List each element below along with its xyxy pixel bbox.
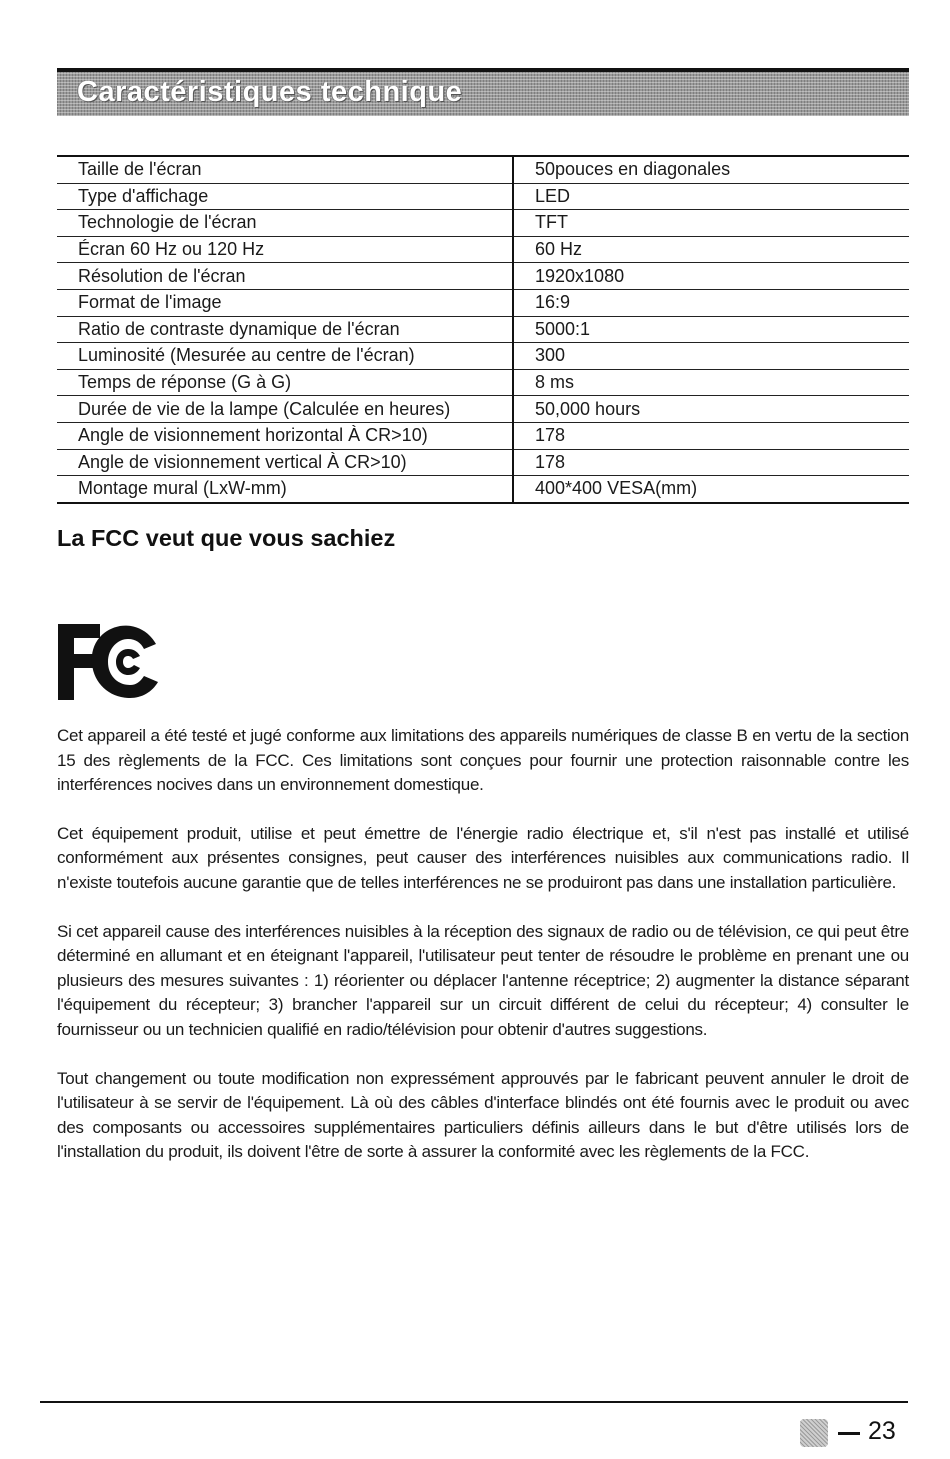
table-row <box>57 396 909 423</box>
spec-value: 50,000 hours <box>513 396 909 423</box>
spec-value: 400*400 VESA(mm) <box>535 478 698 499</box>
page-number: 23 <box>868 1417 896 1445</box>
spec-label: Angle de visionnement vertical À CR>10) <box>57 449 513 476</box>
fcc-logo-icon <box>58 622 162 702</box>
spec-label: Type d'affichage <box>57 183 513 210</box>
footer-divider <box>40 1401 908 1403</box>
fcc-paragraph: Cet appareil a été testé et jugé conforme aux limitations des appareils numériques de classe B en vertu de la section 15 des règlements de la FCC. Ces limitations sont conçues pour fournir une protection raisonnable contre les interférences nocives dans un environnement domestique. <box>57 726 909 795</box>
spec-label: Durée de vie de la lampe (Calculée en heures) <box>57 396 513 423</box>
table-row <box>57 289 909 316</box>
fcc-heading: La FCC veut que vous sachiez <box>57 525 396 551</box>
spec-value: 50pouces en diagonales <box>513 156 909 183</box>
table-row <box>57 263 909 290</box>
page-dash <box>838 1432 860 1435</box>
fcc-paragraph: Tout changement ou toute modification non expressément approuvés par le fabricant peuvent annuler le droit de l'utilisateur à se servir de l'équipement. Là où des câbles d'interface blindés ont été fournis avec le produit ou avec des composants ou accessoires supplémentaires particuliers définis ailleurs dans le but d'être utilisés lors de l'installation du produit, ils doivent l'être de sorte à assurer la conformité avec les règlements de la FCC. <box>57 1068 909 1162</box>
spec-label: Écran 60 Hz ou 120 Hz <box>57 236 513 263</box>
fcc-body <box>57 724 909 1189</box>
section-banner <box>57 68 909 116</box>
spec-value: 5000:1 <box>513 316 909 343</box>
spec-label: Format de l'image <box>57 289 513 316</box>
table-row <box>57 343 909 370</box>
spec-value: 178 <box>513 449 909 476</box>
table-row <box>57 183 909 210</box>
spec-value: TFT <box>513 210 909 237</box>
table-row <box>57 476 909 503</box>
table-row <box>57 449 909 476</box>
fcc-paragraph: Si cet appareil cause des interférences nuisibles à la réception des signaux de radio ou de télévision, ce qui peut être déterminé en allumant et en éteignant l'appareil, l'utilisateur peut tenter de résoudre le problème en prenant une ou plusieurs des mesures suivantes : 1) réorienter ou déplacer l'antenne réceptrice; 2) augmenter la distance séparant l'équipement du récepteur; 3) brancher l'appareil sur un circuit différent de celui du récepteur; 4) consulter le fournisseur ou un technicien qualifié en radio/télévision pour obtenir d'autres suggestions. <box>57 921 909 1039</box>
spec-value: 8 ms <box>513 369 909 396</box>
table-row <box>57 156 909 183</box>
spec-value: 178 <box>513 422 909 449</box>
language-icon <box>800 1419 828 1447</box>
spec-label: Taille de l'écran <box>57 156 513 183</box>
spec-value: 1920x1080 <box>513 263 909 290</box>
page-title: Caractéristiques technique <box>77 76 463 108</box>
spec-value: 300 <box>513 343 909 370</box>
table-row <box>57 236 909 263</box>
fcc-paragraph: Cet équipement produit, utilise et peut émettre de l'énergie radio électrique et, s'il n'est pas installé et utilisé conformément aux présentes consignes, peut causer des interférences nuisibles aux communications radio. Il n'existe toutefois aucune garantie que de telles interférences ne se produiront pas dans une installation particulière. <box>57 823 909 892</box>
spec-label: Montage mural (LxW-mm) <box>57 476 513 503</box>
spec-label: Luminosité (Mesurée au centre de l'écran) <box>57 343 513 370</box>
specs-table <box>57 155 909 504</box>
spec-label: Résolution de l'écran <box>57 263 513 290</box>
spec-value: 60 Hz <box>513 236 909 263</box>
spec-value: LED <box>513 183 909 210</box>
spec-label: Temps de réponse (G à G) <box>57 369 513 396</box>
table-row <box>57 369 909 396</box>
spec-label: Technologie de l'écran <box>57 210 513 237</box>
spec-value: 16:9 <box>513 289 909 316</box>
table-row <box>57 422 909 449</box>
spec-label: Ratio de contraste dynamique de l'écran <box>57 316 513 343</box>
spec-label: Angle de visionnement horizontal À CR>10) <box>57 422 513 449</box>
table-row <box>57 316 909 343</box>
table-row <box>57 210 909 237</box>
